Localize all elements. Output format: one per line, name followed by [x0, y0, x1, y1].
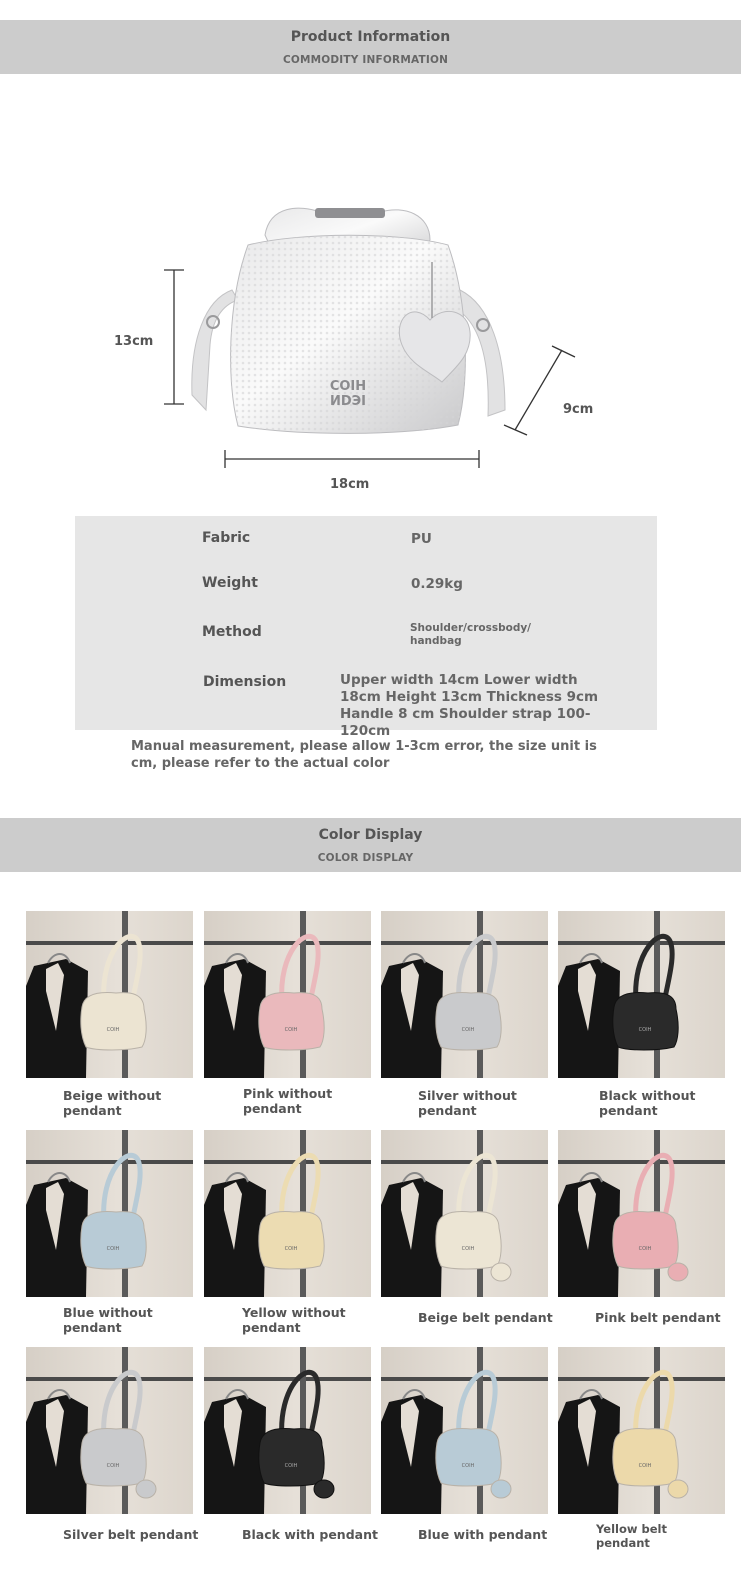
- color-caption: Pink belt pendant: [595, 1310, 721, 1325]
- weight-value: 0.29kg: [411, 576, 463, 592]
- weight-label: Weight: [202, 575, 258, 591]
- svg-text:COIH: COIH: [284, 1246, 298, 1252]
- product-photo: [381, 911, 548, 1078]
- color-display-subtitle: COLOR DISPLAY: [317, 852, 414, 864]
- color-caption: Silver without pendant: [418, 1088, 517, 1118]
- product-info-subtitle: COMMODITY INFORMATION: [282, 54, 449, 66]
- svg-text:COIH: COIH: [461, 1246, 475, 1252]
- svg-text:COIH: COIH: [106, 1463, 120, 1469]
- fabric-value: PU: [411, 531, 432, 547]
- product-photo: [558, 1347, 725, 1514]
- method-value: Shoulder/crossbody/ handbag: [410, 622, 532, 647]
- product-photo: [26, 1130, 193, 1297]
- svg-text:COIH: COIH: [284, 1463, 298, 1469]
- product-photo: [381, 1130, 548, 1297]
- color-caption: Yellow without pendant: [242, 1305, 346, 1335]
- bag-logo-bottom: ИDЭI: [329, 394, 367, 409]
- product-info-title: Product Information: [290, 29, 451, 45]
- fabric-label: Fabric: [202, 530, 251, 546]
- thickness-dimension-line: [515, 350, 562, 430]
- svg-text:COIH: COIH: [638, 1027, 652, 1033]
- svg-text:COIH: COIH: [106, 1027, 120, 1033]
- color-display-header: [0, 818, 741, 872]
- svg-text:COIH: COIH: [106, 1246, 120, 1252]
- color-caption: Pink without pendant: [243, 1086, 333, 1116]
- product-photo: [381, 1347, 548, 1514]
- dimension-value: Upper width 14cm Lower width 18cm Height 13cm Thickness 9cm Handle 8 cm Shoulder strap 100-120cm: [340, 672, 599, 739]
- bag-logo-top: COIH: [329, 379, 367, 394]
- color-display-title: Color Display: [318, 827, 423, 843]
- product-photo: [558, 911, 725, 1078]
- color-caption: Black without pendant: [599, 1088, 696, 1118]
- width-label: 18cm: [330, 477, 370, 492]
- svg-text:COIH: COIH: [638, 1246, 652, 1252]
- product-diagram: [0, 190, 750, 480]
- measurement-note: Manual measurement, please allow 1-3cm error, the size unit is cm, please refer to the actual color: [131, 739, 597, 771]
- color-caption: Beige belt pendant: [418, 1310, 553, 1325]
- method-label: Method: [202, 624, 262, 640]
- svg-text:COIH: COIH: [461, 1463, 475, 1469]
- product-photo: [204, 1130, 371, 1297]
- color-caption: Yellow belt pendant: [596, 1522, 667, 1550]
- svg-text:COIH: COIH: [284, 1027, 298, 1033]
- product-photo: [558, 1130, 725, 1297]
- height-label: 13cm: [114, 334, 154, 349]
- svg-text:COIH: COIH: [638, 1463, 652, 1469]
- spec-table: [75, 516, 657, 739]
- color-caption: Beige without pendant: [63, 1088, 162, 1118]
- color-caption: Black with pendant: [242, 1527, 378, 1542]
- color-caption: Silver belt pendant: [63, 1527, 199, 1542]
- product-photo: [204, 1347, 371, 1514]
- thickness-label: 9cm: [563, 402, 594, 417]
- color-caption: Blue without pendant: [63, 1305, 153, 1335]
- color-caption: Blue with pendant: [418, 1527, 548, 1542]
- product-info-header: [0, 20, 741, 74]
- dimension-label: Dimension: [203, 674, 287, 690]
- product-photo: [26, 1347, 193, 1514]
- product-photo: [204, 911, 371, 1078]
- svg-text:COIH: COIH: [461, 1027, 475, 1033]
- product-photo: [26, 911, 193, 1078]
